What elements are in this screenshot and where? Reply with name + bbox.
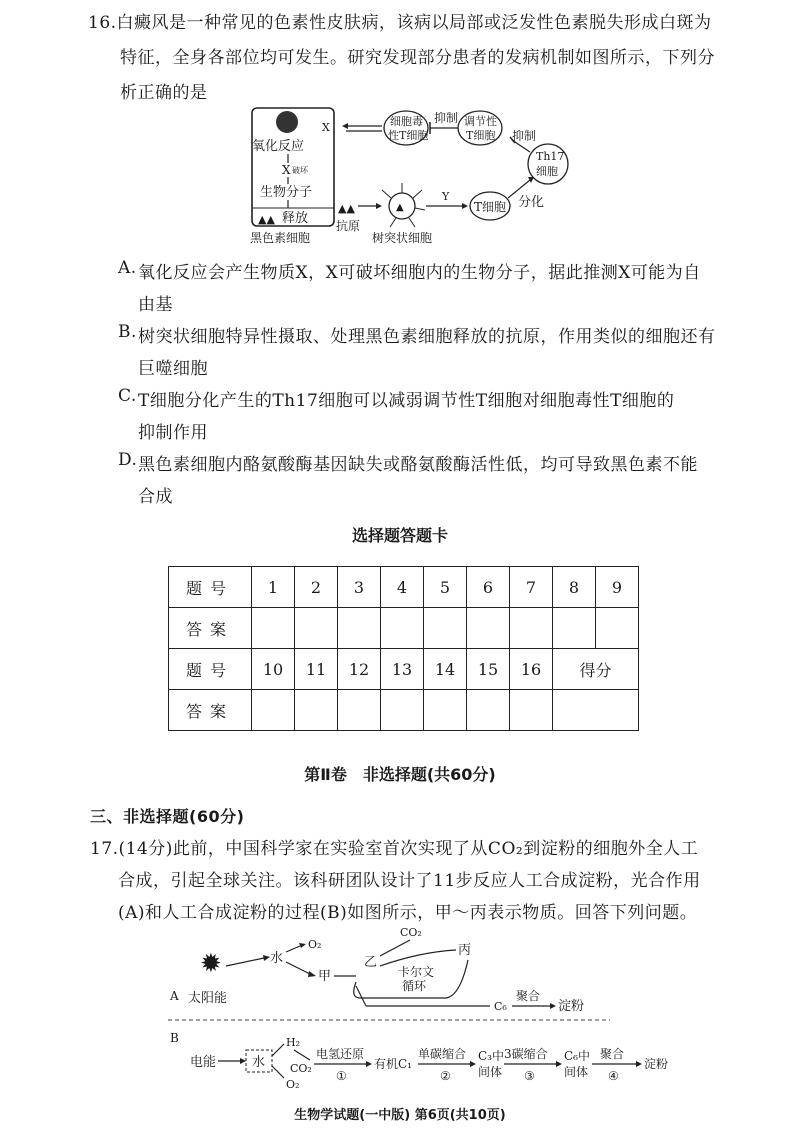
option-d-label: D. xyxy=(118,450,138,470)
option-b-label: B. xyxy=(118,322,137,342)
cytotoxic-label-2: 性T细胞 xyxy=(388,129,429,142)
answer-cell[interactable] xyxy=(252,608,295,649)
number-header: 题号 xyxy=(169,567,252,608)
th17-label-1: Th17 xyxy=(536,150,565,163)
inhibit1-label: 抑制 xyxy=(434,111,459,125)
water-b-label: 水 xyxy=(252,1055,266,1070)
q16-stem-line-1: 16.白癜风是一种常见的色素性皮肤病，该病以局部或泛发性色素脱失形成白斑为 xyxy=(88,13,712,33)
step4-num: ④ xyxy=(608,1069,619,1083)
q-number: 15 xyxy=(467,649,510,690)
starch-b-label: 淀粉 xyxy=(644,1057,669,1071)
answer-cell[interactable] xyxy=(510,608,553,649)
option-b-line-1: 树突状细胞特异性摄取、处理黑色素细胞释放的抗原，作用类似的细胞还有 xyxy=(138,327,716,347)
table-row xyxy=(169,690,639,731)
c6-mid-label-1: C₆中 xyxy=(564,1049,590,1063)
o2-label: O₂ xyxy=(308,938,322,951)
answer-header: 答案 xyxy=(169,608,252,649)
q-number: 6 xyxy=(467,567,510,608)
answer-cell[interactable] xyxy=(295,608,338,649)
co2-b-label: CO₂ xyxy=(290,1062,312,1075)
melanocyte-label: 黑色素细胞 xyxy=(250,231,311,245)
number-header: 题号 xyxy=(169,649,252,690)
step1-num: ① xyxy=(336,1069,347,1083)
antigen-dots-icon: ▲▲ xyxy=(258,213,275,226)
antigen-icon: ▲▲ xyxy=(338,202,355,215)
antigen-label: 抗原 xyxy=(336,219,361,233)
h2-label: H₂ xyxy=(286,1036,301,1049)
x-mark-label: X xyxy=(322,121,330,134)
answer-cell[interactable] xyxy=(381,608,424,649)
electric-label: 电能 xyxy=(190,1055,217,1070)
answer-cell[interactable] xyxy=(338,690,381,731)
c6-mid-label-2: 间体 xyxy=(564,1065,589,1079)
answer-cell[interactable] xyxy=(424,608,467,649)
c3-mid-label-2: 间体 xyxy=(478,1065,503,1079)
calvin-label-1: 卡尔文 xyxy=(398,965,435,979)
q-number: 12 xyxy=(338,649,381,690)
part-title: 三、非选择题(60分) xyxy=(90,807,245,826)
q-number: 16 xyxy=(510,649,553,690)
co2-label-a: CO₂ xyxy=(400,926,422,939)
table-row xyxy=(169,567,639,608)
q17-line-1: 17.(14分)此前，中国科学家在实验室首次实现了从CO₂到淀粉的细胞外全人工 xyxy=(90,839,699,859)
option-c-label: C. xyxy=(118,386,137,406)
inhibit2-label: 抑制 xyxy=(512,129,537,143)
release-label: 释放 xyxy=(282,211,309,226)
table-row xyxy=(169,649,639,690)
q-number: 8 xyxy=(553,567,596,608)
answer-cell[interactable] xyxy=(510,690,553,731)
answer-cell[interactable] xyxy=(381,690,424,731)
q-number: 4 xyxy=(381,567,424,608)
q16-stem-line-3: 析正确的是 xyxy=(120,83,208,103)
oxidation-label: 氧化反应 xyxy=(252,139,305,154)
x-label: X xyxy=(282,163,291,177)
step3-num: ③ xyxy=(524,1069,535,1083)
sun-icon: ✹ xyxy=(200,949,222,979)
nucleus-icon xyxy=(276,111,298,133)
q-number: 1 xyxy=(252,567,295,608)
y-label: Y xyxy=(442,190,450,203)
o2-b-label: O₂ xyxy=(286,1078,300,1091)
organic-c1-label: 有机C₁ xyxy=(374,1057,412,1071)
score-cell[interactable] xyxy=(553,690,639,731)
regulatory-label-1: 调节性 xyxy=(464,115,497,128)
step2-label: 单碳缩合 xyxy=(418,1047,467,1061)
destroy-label: 破坏 xyxy=(292,166,308,175)
q16-stem-line-2: 特征，全身各部位均可发生。研究发现部分患者的发病机制如图所示，下列分 xyxy=(120,48,715,68)
q-number: 14 xyxy=(424,649,467,690)
option-a-label: A. xyxy=(118,258,137,278)
answer-cell[interactable] xyxy=(553,608,596,649)
q-number: 5 xyxy=(424,567,467,608)
answer-card-title: 选择题答题卡 xyxy=(351,526,448,545)
differentiate-label: 分化 xyxy=(518,195,545,210)
bing-label: 丙 xyxy=(458,943,472,958)
step3-label: 3碳缩合 xyxy=(504,1047,548,1061)
regulatory-label-2: T细胞 xyxy=(466,129,496,142)
volume-title: 第Ⅱ卷 非选择题(共60分) xyxy=(304,765,496,784)
q-number: 2 xyxy=(295,567,338,608)
q16-diagram xyxy=(230,100,590,250)
c6-label-a: C₆ xyxy=(494,1000,507,1013)
page-footer: 生物学试题(一中版) 第6页(共10页) xyxy=(294,1108,506,1123)
option-a-line-1: 氧化反应会产生物质X，X可破坏细胞内的生物分子，据此推测X可能为自 xyxy=(138,263,701,283)
sun-label: 太阳能 xyxy=(188,991,228,1006)
answer-card-table xyxy=(168,566,639,731)
answer-header: 答案 xyxy=(169,690,252,731)
answer-cell[interactable] xyxy=(295,690,338,731)
q-number: 10 xyxy=(252,649,295,690)
q-number: 3 xyxy=(338,567,381,608)
answer-cell[interactable] xyxy=(338,608,381,649)
biomolecule-label: 生物分子 xyxy=(260,185,313,200)
option-c-line-2: 抑制作用 xyxy=(138,423,208,443)
svg-text:▲: ▲ xyxy=(396,202,404,213)
step2-num: ② xyxy=(440,1069,451,1083)
answer-cell[interactable] xyxy=(424,690,467,731)
option-d-line-1: 黑色素细胞内酪氨酸酶基因缺失或酪氨酸酶活性低，均可导致黑色素不能 xyxy=(138,455,698,475)
q17-line-2: 合成，引起全球关注。该科研团队设计了11步反应人工合成淀粉，光合作用 xyxy=(118,871,701,891)
starch-label-a: 淀粉 xyxy=(558,999,585,1014)
score-header: 得分 xyxy=(553,649,639,690)
answer-cell[interactable] xyxy=(467,608,510,649)
q17-line-3: (A)和人工合成淀粉的过程(B)如图所示，甲～丙表示物质。回答下列问题。 xyxy=(118,903,698,923)
b-label: B xyxy=(170,1031,179,1045)
option-c-line-1: T细胞分化产生的Th17细胞可以减弱调节性T细胞对细胞毒性T细胞的 xyxy=(138,391,675,411)
answer-cell[interactable] xyxy=(252,690,295,731)
option-a-line-2: 由基 xyxy=(138,295,173,315)
option-b-line-2: 巨噬细胞 xyxy=(138,359,208,379)
water-label: 水 xyxy=(270,951,284,966)
q-number: 11 xyxy=(295,649,338,690)
tcell-label: T细胞 xyxy=(474,200,507,214)
table-row xyxy=(169,608,639,649)
calvin-label-2: 循环 xyxy=(402,979,427,993)
c3-mid-label-1: C₃中 xyxy=(478,1049,504,1063)
yi-label: 乙 xyxy=(364,955,378,970)
th17-label-2: 细胞 xyxy=(536,165,558,178)
jia-label: 甲 xyxy=(318,969,332,984)
polymerize-label-a: 聚合 xyxy=(516,989,541,1003)
q-number: 7 xyxy=(510,567,553,608)
q-number: 13 xyxy=(381,649,424,690)
dendritic-label: 树突状细胞 xyxy=(372,231,433,245)
step1-label: 电氢还原 xyxy=(316,1047,365,1061)
q-number: 9 xyxy=(596,567,639,608)
q17-diagram xyxy=(160,926,700,1094)
step4-label: 聚合 xyxy=(600,1047,625,1061)
answer-cell[interactable] xyxy=(596,608,639,649)
a-label: A xyxy=(170,989,179,1003)
option-d-line-2: 合成 xyxy=(138,487,173,507)
dendritic-cell-icon xyxy=(382,183,425,227)
answer-cell[interactable] xyxy=(467,690,510,731)
cytotoxic-label-1: 细胞毒 xyxy=(390,115,423,128)
